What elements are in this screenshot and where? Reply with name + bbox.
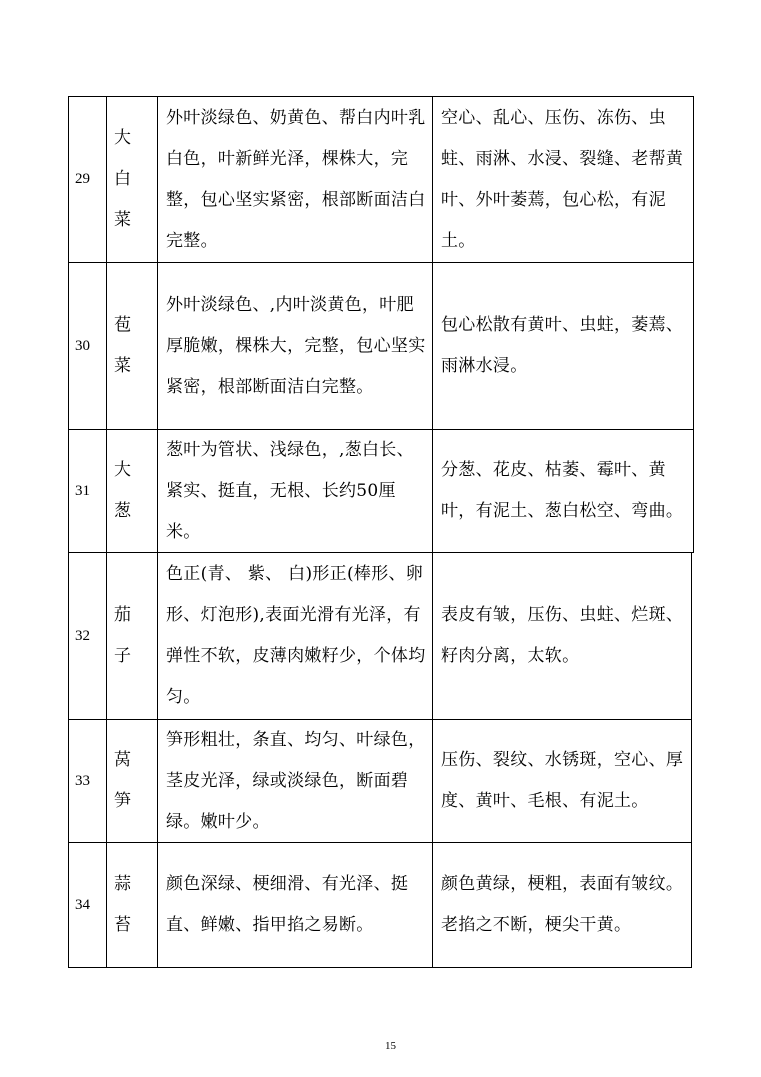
quality-description: 色正(青、 紫、 白)形正(棒形、卵形、灯泡形),表面光滑有光泽，有弹性不软，皮薄肉嫩籽少，个体均匀。	[166, 564, 426, 707]
defects-cell	[432, 429, 694, 553]
vegetable-name-cell	[106, 719, 158, 843]
vegetable-name-cell	[106, 262, 158, 430]
row-number: 29	[75, 171, 90, 187]
quality-description-cell	[157, 96, 433, 263]
row-number-cell	[68, 552, 107, 720]
vegetable-name: 苞菜	[114, 315, 131, 376]
row-number-cell	[68, 96, 107, 263]
defects-cell	[432, 96, 694, 263]
table-row	[68, 262, 694, 430]
row-number: 33	[75, 772, 90, 789]
vegetable-name: 大白菜	[114, 128, 131, 230]
row-number-cell	[68, 262, 107, 430]
defects-cell	[432, 719, 692, 843]
vegetable-name-cell	[106, 96, 158, 263]
quality-description: 外叶淡绿色、奶黄色、帮白内叶乳白色，叶新鲜光泽，棵株大，完整，包心坚实紧密，根部断面洁白完整。	[166, 107, 426, 251]
defects-text: 空心、乱心、压伤、冻伤、虫蛀、雨淋、水浸、裂缝、老帮黄叶、外叶萎蔫，包心松，有泥土。	[441, 107, 684, 251]
defects-cell	[432, 842, 692, 968]
row-number-cell	[68, 719, 107, 843]
page-number: 15	[385, 1040, 396, 1052]
defects-text: 包心松散有黄叶、虫蛀，萎蔫、 雨淋水浸。	[441, 315, 684, 376]
table-row	[68, 96, 694, 263]
defects-cell	[432, 262, 694, 430]
quality-description-cell	[157, 842, 433, 968]
quality-description: 笋形粗壮，条直、均匀、叶绿色，茎皮光泽，绿或淡绿色，断面碧绿。嫩叶少。	[166, 729, 426, 832]
row-number: 32	[75, 627, 90, 644]
table-row	[68, 429, 694, 553]
quality-description: 颜色深绿、梗细滑、有光泽、挺直、鲜嫩、指甲掐之易断。	[166, 874, 409, 935]
vegetable-name-cell	[106, 429, 158, 553]
table-row	[68, 552, 692, 720]
row-number-cell	[68, 429, 107, 553]
quality-description-cell	[157, 719, 433, 843]
vegetable-name-cell	[106, 552, 158, 720]
defects-text: 压伤、裂纹、水锈斑，空心、厚度、黄叶、毛根、有泥土。	[441, 750, 684, 811]
defects-text: 颜色黄绿，梗粗，表面有皱纹。 老掐之不断，梗尖干黄。	[441, 874, 684, 935]
row-number-cell	[68, 842, 107, 968]
vegetable-name-cell	[106, 842, 158, 968]
defects-text: 表皮有皱，压伤、虫蛀、烂斑、 籽肉分离，太软。	[441, 605, 684, 666]
quality-description: 葱叶为管状、浅绿色，,葱白长、紧实、挺直，无根、长约50厘米。	[166, 439, 414, 542]
quality-description: 外叶淡绿色、,内叶淡黄色，叶肥厚脆嫩，棵株大，完整，包心坚实紧密，根部断面洁白完整。	[166, 294, 426, 397]
vegetable-name: 大葱	[114, 460, 131, 521]
vegetable-name: 莴笋	[114, 750, 131, 811]
quality-description-cell	[157, 552, 433, 720]
defects-text: 分葱、花皮、枯萎、霉叶、黄叶，有泥土、葱白松空、弯曲。	[441, 460, 684, 521]
row-number: 30	[75, 337, 90, 354]
row-number: 34	[75, 896, 90, 913]
table-row	[68, 842, 692, 968]
vegetable-name: 茄子	[114, 605, 131, 666]
row-number: 31	[75, 482, 90, 499]
quality-description-cell	[157, 429, 433, 553]
quality-description-cell	[157, 262, 433, 430]
defects-cell	[432, 552, 692, 720]
vegetable-name: 蒜苔	[114, 874, 131, 935]
table-row	[68, 719, 692, 843]
